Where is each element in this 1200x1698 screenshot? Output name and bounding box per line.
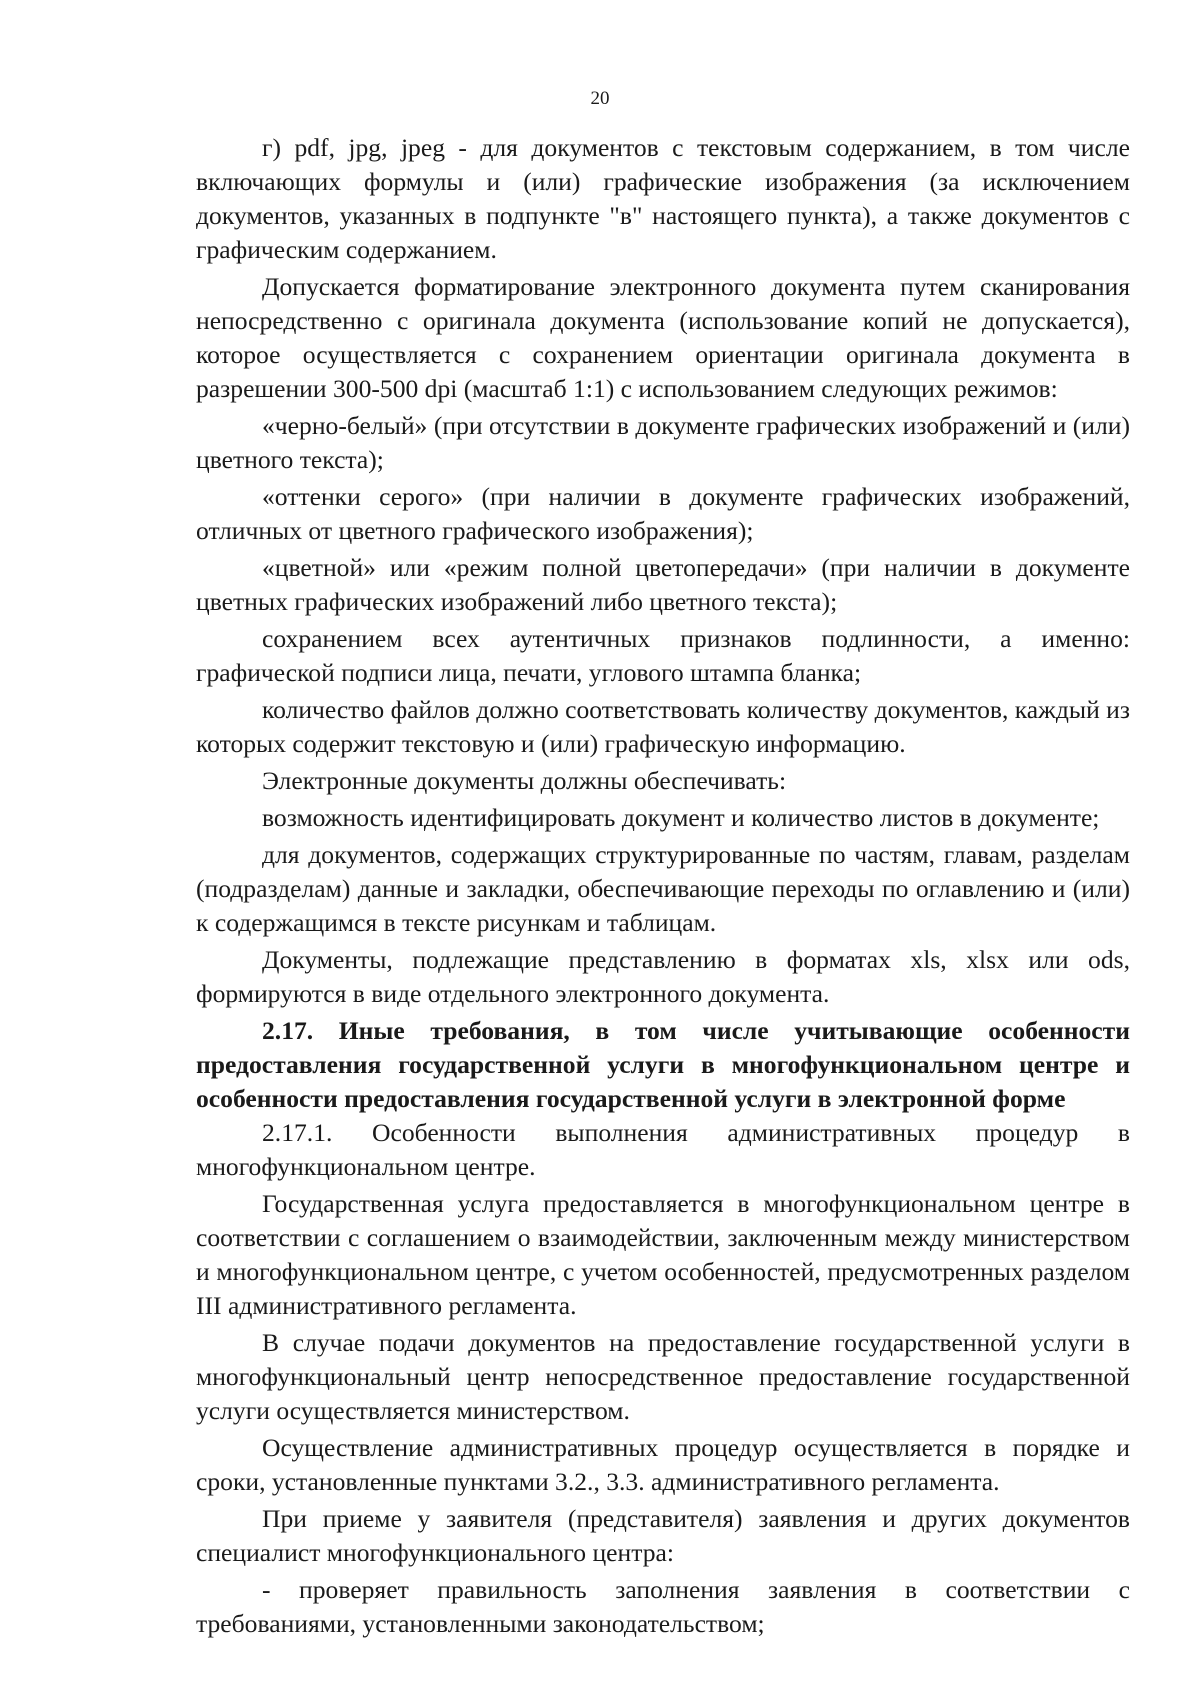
list-item-color: «цветной» или «режим полной цветопередачи» (при наличии в документе цветных графических изображений либо цветного текста); [196,553,1130,616]
list-item-identify: возможность идентифицировать документ и количество листов в документе; [262,803,1100,832]
paragraph-mfc-submission: В случае подачи документов на предоставление государственной услуги в многофункциональный центр непосредственное предоставление государственной услуги осуществляется министерством. [196,1328,1130,1425]
paragraph-scanning: Допускается форматирование электронного документа путем сканирования непосредственно с оригинала документа (использование копий не допускается), которое осуществляется с сохранением ориентации оригинала документа в разрешении 300-500 dpi (масштаб 1:1) с использованием следующих режимов: [196,272,1130,403]
paragraph-mfc-features: 2.17.1. Особенности выполнения административных процедур в многофункциональном центре. [196,1118,1130,1181]
list-item-check-application: - проверяет правильность заполнения заявления в соответствии с требованиями, установленными законодательством; [196,1575,1130,1638]
paragraph-reception: При приеме у заявителя (представителя) заявления и других документов специалист многофункционального центра: [196,1504,1130,1567]
paragraph-requirements-intro: Электронные документы должны обеспечивать: [262,766,787,795]
paragraph-mfc-agreement: Государственная услуга предоставляется в многофункциональном центре в соответствии с соглашением о взаимодействии, заключенным между министерством и многофункциональном центре, с учетом особенностей, предусмотренных разделом III административного регламента. [196,1189,1130,1320]
list-item-black-white: «черно-белый» (при отсутствии в документе графических изображений и (или) цветного текста); [196,411,1130,474]
paragraph-procedures: Осуществление административных процедур осуществляется в порядке и сроки, установленные пунктами 3.2., 3.3. административного регламента. [196,1433,1130,1496]
list-item-authenticity: сохранением всех аутентичных признаков подлинности, а именно: графической подписи лица, печати, углового штампа бланка; [196,624,1130,687]
list-item-bookmarks: для документов, содержащих структурированные по частям, главам, разделам (подразделам) данные и закладки, обеспечивающие переходы по оглавлению и (или) к содержащимся в тексте рисункам и таблицам. [196,840,1130,937]
page-number: 20 [590,88,610,109]
paragraph-spreadsheets: Документы, подлежащие представлению в форматах xls, xlsx или ods, формируются в виде отдельного электронного документа. [196,945,1130,1008]
list-item-file-count: количество файлов должно соответствовать количеству документов, каждый из которых содержит текстовую и (или) графическую информацию. [196,695,1130,758]
paragraph-formats: г) pdf, jpg, jpeg - для документов с текстовым содержанием, в том числе включающих формулы и (или) графические изображения (за исключением документов, указанных в подпункте "в" настоящего пункта), а также документов с графическим содержанием. [196,133,1130,264]
list-item-grayscale: «оттенки серого» (при наличии в документе графических изображений, отличных от цветного графического изображения); [196,482,1130,545]
section-heading: 2.17. Иные требования, в том числе учитывающие особенности предоставления государственной услуги в многофункциональном центре и особенности предоставления государственной услуги в электронной форме [196,1016,1130,1113]
document-body [196,128,1130,1641]
